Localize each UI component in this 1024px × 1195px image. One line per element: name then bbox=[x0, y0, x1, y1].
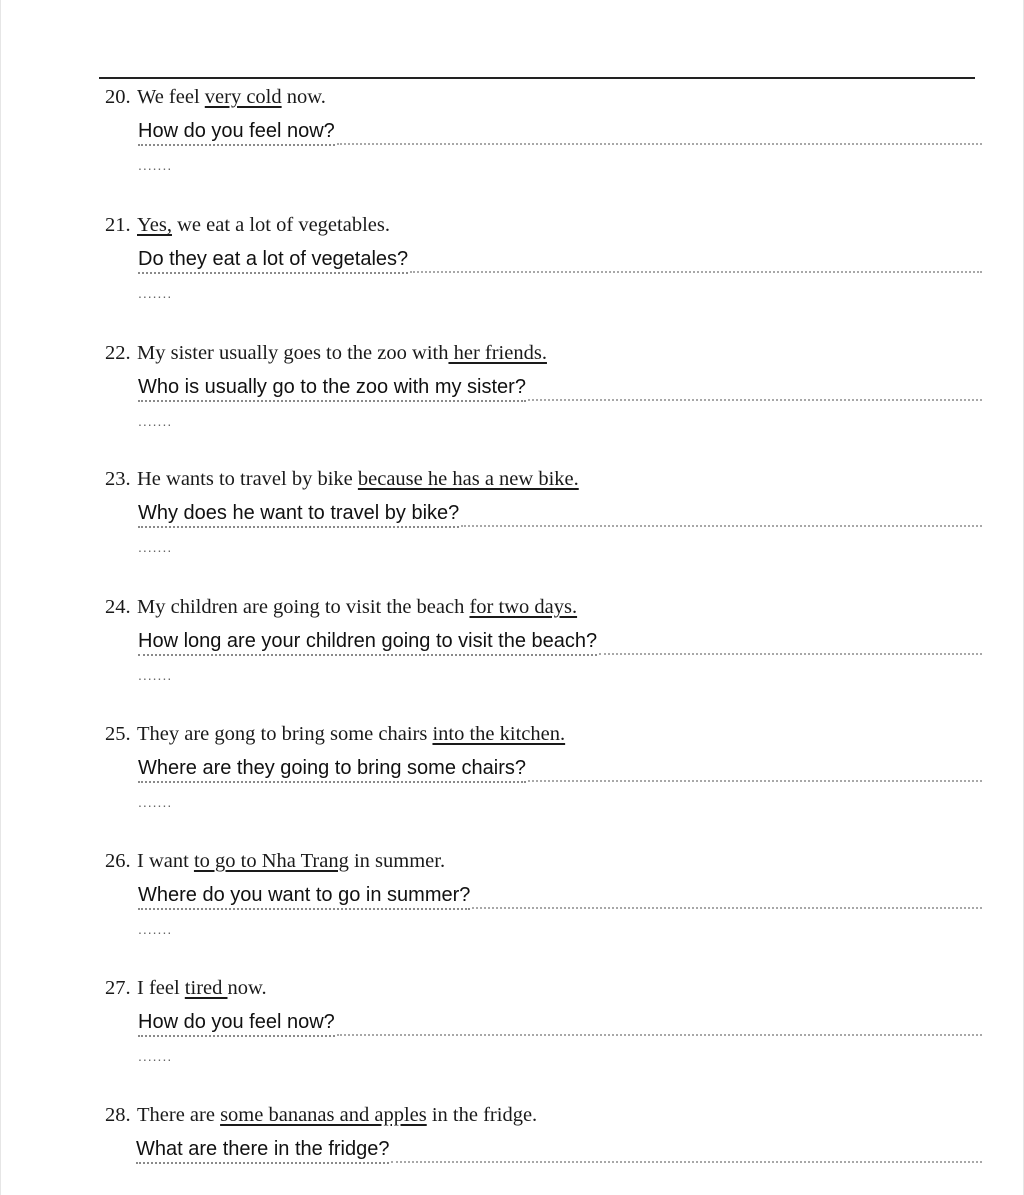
answer-text: How do you feel now? bbox=[138, 119, 335, 146]
question-text: They are gong to bring some chairs into the kitchen. bbox=[137, 723, 566, 745]
answer-line[interactable] bbox=[138, 374, 982, 402]
question-number: 28. bbox=[105, 1104, 131, 1126]
exercise-item-20 bbox=[105, 84, 985, 172]
answer-dotted-fill bbox=[528, 399, 982, 401]
exercise-item-26 bbox=[105, 848, 985, 936]
underlined-phrase: Yes, bbox=[137, 214, 172, 236]
question-number: 21. bbox=[105, 214, 131, 236]
answer-line[interactable] bbox=[138, 628, 982, 656]
question-line bbox=[105, 340, 985, 366]
question-text: He wants to travel by bike because he has a new bike. bbox=[137, 468, 579, 490]
answer-text: Who is usually go to the zoo with my sister? bbox=[138, 375, 526, 402]
underlined-phrase: very cold bbox=[204, 86, 282, 108]
underlined-phrase: because he has a new bike. bbox=[357, 468, 579, 490]
question-number: 23. bbox=[105, 468, 131, 490]
question-line bbox=[105, 84, 985, 110]
answer-dotted-fill bbox=[461, 525, 982, 527]
exercise-item-22 bbox=[105, 340, 985, 428]
question-line bbox=[105, 848, 985, 874]
underlined-phrase: for two days. bbox=[469, 596, 578, 618]
question-number: 24. bbox=[105, 596, 131, 618]
continuation-dots: ....... bbox=[138, 794, 173, 810]
question-text: We feel very cold now. bbox=[137, 86, 326, 108]
question-number: 20. bbox=[105, 86, 131, 108]
continuation-dots: ....... bbox=[138, 413, 173, 429]
answer-text: Where are they going to bring some chairs? bbox=[138, 756, 526, 783]
answer-dotted-fill bbox=[410, 271, 982, 273]
answer-dotted-fill bbox=[391, 1161, 982, 1163]
underlined-phrase: her friends. bbox=[448, 342, 547, 364]
question-text: There are some bananas and apples in the fridge. bbox=[137, 1104, 538, 1126]
question-text: I want to go to Nha Trang in summer. bbox=[137, 850, 446, 872]
answer-line[interactable] bbox=[138, 246, 982, 274]
exercise-item-28 bbox=[105, 1102, 985, 1164]
answer-dotted-fill bbox=[472, 907, 982, 909]
answer-text: Where do you want to go in summer? bbox=[138, 883, 470, 910]
answer-text: Do they eat a lot of vegetales? bbox=[138, 247, 408, 274]
underlined-phrase: to go to Nha Trang bbox=[193, 850, 349, 872]
answer-dotted-fill bbox=[337, 143, 982, 145]
exercise-item-25 bbox=[105, 721, 985, 809]
continuation-dots: ....... bbox=[138, 285, 173, 301]
continuation-dots: ....... bbox=[138, 921, 173, 937]
question-line bbox=[105, 721, 985, 747]
question-text: I feel tired now. bbox=[137, 977, 267, 999]
exercise-item-27 bbox=[105, 975, 985, 1063]
exercise-item-23 bbox=[105, 466, 985, 554]
answer-text: Why does he want to travel by bike? bbox=[138, 501, 459, 528]
answer-line[interactable] bbox=[138, 1009, 982, 1037]
answer-line[interactable] bbox=[138, 882, 982, 910]
question-line bbox=[105, 1102, 985, 1128]
question-text: Yes, we eat a lot of vegetables. bbox=[137, 214, 390, 236]
question-line bbox=[105, 212, 985, 238]
question-number: 26. bbox=[105, 850, 131, 872]
question-number: 25. bbox=[105, 723, 131, 745]
answer-dotted-fill bbox=[337, 1034, 982, 1036]
answer-dotted-fill bbox=[599, 653, 982, 655]
question-number: 22. bbox=[105, 342, 131, 364]
question-line bbox=[105, 594, 985, 620]
question-line bbox=[105, 466, 985, 492]
continuation-dots: ....... bbox=[138, 667, 173, 683]
question-text: My sister usually goes to the zoo with her friends. bbox=[137, 342, 547, 364]
exercise-item-21 bbox=[105, 212, 985, 300]
answer-line[interactable] bbox=[136, 1136, 982, 1164]
underlined-phrase: into the kitchen. bbox=[432, 723, 566, 745]
top-divider bbox=[99, 77, 975, 79]
answer-text: How long are your children going to visit the beach? bbox=[138, 629, 597, 656]
question-text: My children are going to visit the beach for two days. bbox=[137, 596, 578, 618]
question-number: 27. bbox=[105, 977, 131, 999]
answer-text: What are there in the fridge? bbox=[136, 1137, 389, 1164]
underlined-phrase: some bananas and apples bbox=[220, 1104, 427, 1126]
continuation-dots: ....... bbox=[138, 539, 173, 555]
answer-line[interactable] bbox=[138, 755, 982, 783]
underlined-phrase: tired bbox=[184, 977, 228, 999]
question-line bbox=[105, 975, 985, 1001]
continuation-dots: ....... bbox=[138, 157, 173, 173]
answer-line[interactable] bbox=[138, 118, 982, 146]
continuation-dots: ....... bbox=[138, 1048, 173, 1064]
answer-dotted-fill bbox=[528, 780, 982, 782]
answer-line[interactable] bbox=[138, 500, 982, 528]
exercise-item-24 bbox=[105, 594, 985, 682]
answer-text: How do you feel now? bbox=[138, 1010, 335, 1037]
